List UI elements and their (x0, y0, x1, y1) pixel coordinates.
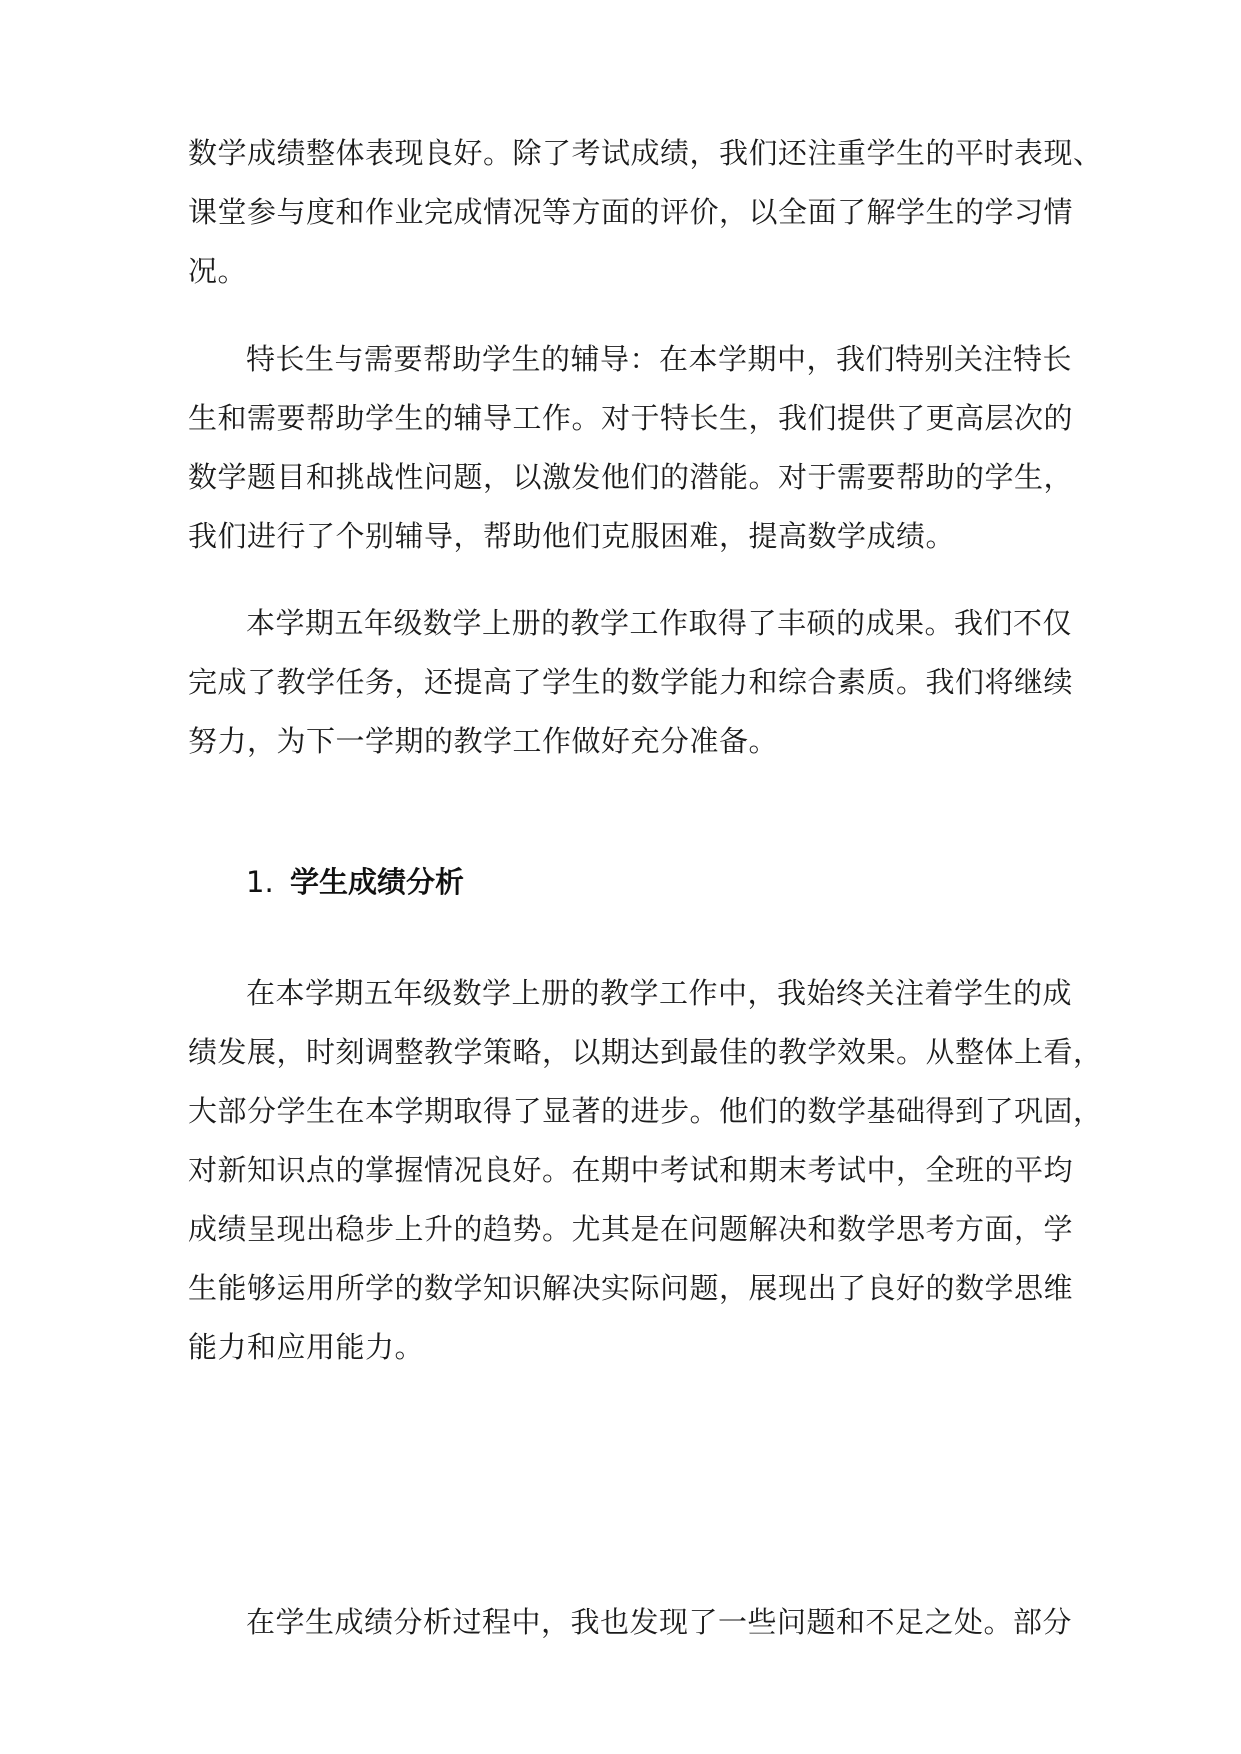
paragraph-line: 数学成绩整体表现良好。除了考试成绩，我们还注重学生的平时表现、 (188, 136, 1103, 170)
paragraph-line: 生能够运用所学的数学知识解决实际问题，展现出了良好的数学思维 (188, 1271, 1074, 1305)
paragraph-1 (188, 124, 1103, 301)
paragraph-line: 在学生成绩分析过程中，我也发现了一些问题和不足之处。部分 (246, 1605, 1073, 1639)
paragraph-3 (188, 594, 1074, 771)
paragraph-line: 努力，为下一学期的教学工作做好充分准备。 (188, 724, 779, 758)
paragraph-line: 生和需要帮助学生的辅导工作。对于特长生，我们提供了更高层次的 (188, 401, 1074, 435)
heading-number: 1. (246, 865, 274, 899)
paragraph-5 (188, 1593, 1073, 1652)
paragraph-line: 课堂参与度和作业完成情况等方面的评价，以全面了解学生的学习情 (188, 195, 1074, 229)
paragraph-line: 成绩呈现出稳步上升的趋势。尤其是在问题解决和数学思考方面，学 (188, 1212, 1074, 1246)
paragraph-line: 大部分学生在本学期取得了显著的进步。他们的数学基础得到了巩固， (188, 1094, 1103, 1128)
paragraph-2 (188, 330, 1074, 566)
paragraph-line: 能力和应用能力。 (188, 1330, 425, 1364)
paragraph-line: 我们进行了个别辅导，帮助他们克服困难，提高数学成绩。 (188, 519, 956, 553)
paragraph-4 (188, 964, 1103, 1377)
paragraph-line: 完成了教学任务，还提高了学生的数学能力和综合素质。我们将继续 (188, 665, 1074, 699)
paragraph-line: 在本学期五年级数学上册的教学工作中，我始终关注着学生的成 (246, 976, 1073, 1010)
paragraph-line: 本学期五年级数学上册的教学工作取得了丰硕的成果。我们不仅 (246, 606, 1073, 640)
paragraph-line: 特长生与需要帮助学生的辅导：在本学期中，我们特别关注特长 (246, 342, 1073, 376)
heading-title: 学生成绩分析 (290, 865, 465, 899)
paragraph-line: 绩发展，时刻调整教学策略，以期达到最佳的教学效果。从整体上看， (188, 1035, 1103, 1069)
section-heading (246, 862, 464, 902)
paragraph-line: 对新知识点的掌握情况良好。在期中考试和期末考试中，全班的平均 (188, 1153, 1074, 1187)
paragraph-line: 数学题目和挑战性问题，以激发他们的潜能。对于需要帮助的学生， (188, 460, 1074, 494)
paragraph-line: 况。 (188, 254, 248, 288)
